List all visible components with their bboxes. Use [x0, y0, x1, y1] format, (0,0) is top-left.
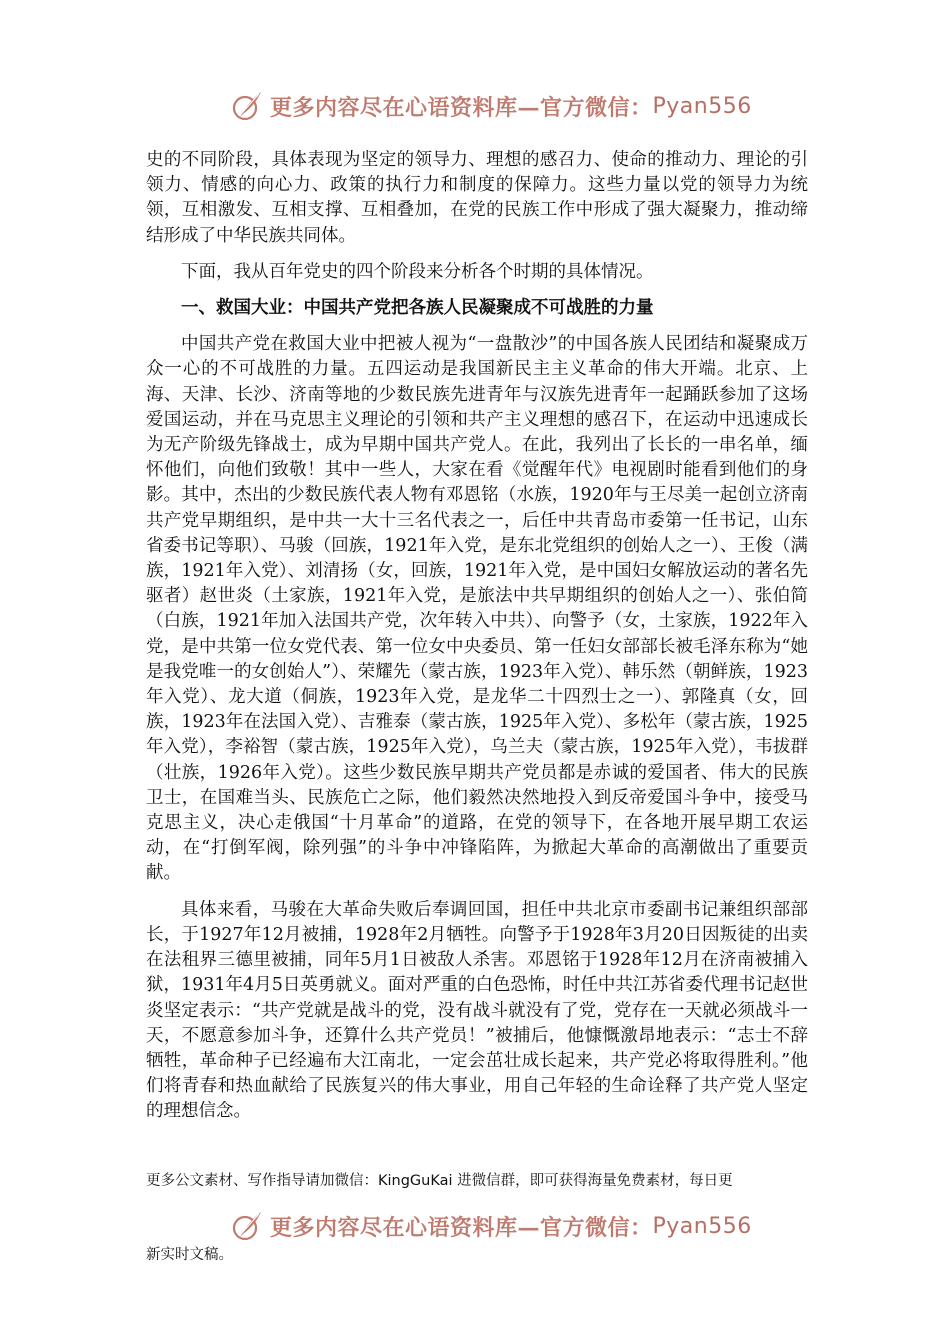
quill-logo-icon	[230, 89, 264, 123]
document-body	[146, 148, 808, 1125]
watermark-text: 更多内容尽在心语资料库—官方微信：	[270, 1214, 653, 1241]
watermark-wechat-id: Pyan556	[652, 1213, 752, 1239]
section-heading: 一、救国大业：中国共产党把各族人民凝聚成不可战胜的力量	[181, 298, 654, 319]
quill-logo-icon	[230, 1209, 264, 1243]
footer-note: 更多公文素材、写作指导请加微信：KingGuKai 进微信群，即可获得海量免费素材，每日更	[146, 1173, 733, 1189]
footer-note-tail: 新实时文稿。	[146, 1247, 233, 1263]
paragraph-body: 中国共产党在救国大业中把被人视为“一盘散沙”的中国各族人民团结和凝聚成万众一心的不可战胜的力量。五四运动是我国新民主主义革命的伟大开端。北京、上海、天津、长沙、济南等地的少数民族先进青年与汉族先进青年一起踊跃参加了这场爱国运动，并在马克思主义理论的引领和共产主义理想的感召下，在运动中迅速成长为无产阶级先锋战士，成为早期中国共产党人。在此，我列出了长长的一串名单，缅怀他们，向他们致敬！其中一些人，大家在看《觉醒年代》电视剧时能看到他们的身影。其中，杰出的少数民族代表人物有邓恩铭（水族，1920年与王尽美一起创立济南共产党早期组织，是中共一大十三名代表之一，后任中共青岛市委第一任书记，山东省委书记等职）、马骏（回族，1921年入党，是东北党组织的创始人之一）、王俊（满族，1921年入党）、刘清扬（女，回族，1921年入党，是中国妇女解放运动的著名先驱者）赵世炎（土家族，1921年入党，是旅法中共早期组织的创始人之一）、张伯简（白族，1921年加入法国共产党，次年转入中共）、向警予（女，土家族，1922年入党，是中共第一位女党代表、第一位女中央委员、第一任妇女部部长被毛泽东称为“她是我党唯一的女创始人”）、荣耀先（蒙古族，1923年入党）、韩乐然（朝鲜族，1923年入党）、龙大道（侗族，1923年入党，是龙华二十四烈士之一）、郭隆真（女，回族，1923年在法国入党）、吉雅泰（蒙古族，1925年入党）、多松年（蒙古族，1925年入党），李裕智（蒙古族，1925年入党），乌兰夫（蒙古族，1925年入党），韦拔群（壮族，1926年入党）。这些少数民族早期共产党员都是赤诚的爱国者、伟大的民族卫士，在国难当头、民族危亡之际，他们毅然决然地投入到反帝爱国斗争中，接受马克思主义，决心走俄国“十月革命”的道路，在党的领导下，在各地开展早期工农运动，在“打倒军阀，除列强”的斗争中冲锋陷阵，为掀起大革命的高潮做出了重要贡献。	[146, 334, 808, 884]
bottom-watermark-banner	[230, 1206, 752, 1246]
paragraph-continuation: 史的不同阶段，具体表现为坚定的领导力、理想的感召力、使命的推动力、理论的引领力、情感的向心力、政策的执行力和制度的保障力。这些力量以党的领导力为统领，互相激发、互相支撑、互相叠加，在党的民族工作中形成了强大凝聚力，推动缔结形成了中华民族共同体。	[146, 150, 808, 246]
paragraph-body-2: 具体来看，马骏在大革命失败后奉调回国，担任中共北京市委副书记兼组织部部长，于1927年12月被捕，1928年2月牺牲。向警予于1928年3月20日因叛徒的出卖在法租界三德里被捕，同年5月1日被敌人杀害。邓恩铭于1928年12月在济南被捕入狱，1931年4月5日英勇就义。面对严重的白色恐怖，时任中共江苏省委代理书记赵世炎坚定表示：“共产党就是战斗的党，没有战斗就没有了党，党存在一天就必须战斗一天，不愿意参加斗争，还算什么共产党员！”被捕后，他慷慨激昂地表示：“志士不辞牺牲，革命种子已经遍布大江南北，一定会茁壮成长起来，共产党必将取得胜利。”他们将青春和热血献给了民族复兴的伟大事业，用自己年轻的生命诠释了共产党人坚定的理想信念。	[146, 899, 808, 1122]
paragraph-intro: 下面，我从百年党史的四个阶段来分析各个时期的具体情况。	[181, 261, 654, 282]
watermark-wechat-id: Pyan556	[652, 93, 752, 119]
top-watermark-banner	[230, 86, 752, 126]
watermark-text: 更多内容尽在心语资料库—官方微信：	[270, 94, 653, 121]
